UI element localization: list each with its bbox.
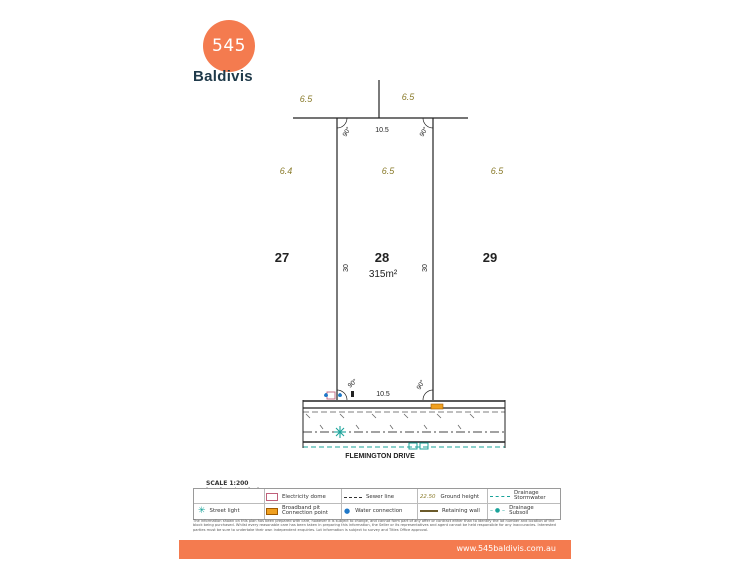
water-drop-icon: ●: [344, 507, 351, 515]
scale-title: SCALE 1:200: [206, 480, 249, 487]
legend-label: Drainage: [509, 504, 534, 511]
angle-label: 90°: [346, 377, 359, 390]
legend-divider: [417, 489, 418, 519]
ground-height-right: 6.5: [490, 166, 504, 176]
legend-label: Sewer line: [366, 494, 395, 500]
legend: [193, 488, 561, 520]
brand-badge-text: 545: [212, 36, 246, 56]
legend-label: Stormwater: [514, 495, 546, 501]
angle-label: 90°: [341, 125, 353, 138]
ground-height-center: 6.5: [381, 166, 395, 176]
legend-label: Street light: [209, 508, 240, 514]
ground-height-sample: 22.50: [420, 494, 436, 500]
frontage-bottom-dimension: 10.5: [376, 391, 390, 398]
retaining-wall-icon: [420, 510, 438, 512]
legend-label: Retaining wall: [442, 508, 480, 514]
disclaimer-text: The information shown on this plan has been prepared with care, however it is subject to change, and cannot form part of any offer or contract either than to identify the lot number and location of the block being purchased. Whilst every reasonable care has been taken in preparing this information, the Seller or its representatives and agent cannot be held responsible for any inaccuracies. Interested parties must be sure to undertake their own independent enquiries. Lot information is subject to survey and Titles Office approval.: [193, 519, 556, 532]
drainage-pit-icon: [420, 443, 428, 449]
teal-dashed-line-icon: [490, 496, 510, 497]
depth-left-dimension: 30: [343, 264, 350, 272]
website-link[interactable]: www.545baldivis.com.au: [456, 544, 556, 553]
legend-label: Subsoil: [509, 510, 529, 516]
legend-broadband: [266, 504, 328, 518]
legend-drainage-subsoil: [490, 504, 534, 518]
legend-electricity-dome: [266, 490, 326, 504]
angle-label: 90°: [415, 378, 427, 391]
legend-sewer-line: [344, 490, 394, 504]
lot-area: 315m²: [368, 269, 398, 280]
street-name: FLEMINGTON DRIVE: [345, 453, 415, 460]
street-light-icon: ✳: [198, 506, 206, 516]
footer-bar: [179, 540, 571, 559]
angle-label: 90°: [418, 125, 430, 138]
frontage-top-dimension: 10.5: [375, 127, 389, 134]
angle-arc: [423, 390, 433, 400]
legend-label: Water connection: [355, 508, 403, 514]
drainage-pit-icon: [409, 443, 417, 449]
adjacent-lot-left: 27: [274, 250, 290, 265]
legend-label: Drainage: [514, 489, 539, 496]
legend-label: Broadband pit: [282, 504, 321, 511]
legend-water-connection: [344, 504, 402, 518]
water-connection-icon: [338, 393, 342, 397]
dashed-line-icon: [344, 497, 362, 498]
legend-retaining-wall: [420, 504, 480, 518]
electricity-dome-icon: [327, 392, 335, 399]
electricity-dome-icon: [266, 493, 278, 501]
lot-number: 28: [374, 250, 390, 265]
ground-height-left: 6.4: [279, 166, 293, 176]
legend-ground-height: [420, 490, 479, 504]
ground-height-top-right: 6.5: [401, 92, 415, 102]
legend-divider: [264, 489, 265, 519]
legend-divider: [194, 503, 560, 504]
legend-divider: [487, 489, 488, 519]
adjacent-lot-right: 29: [482, 250, 498, 265]
depth-right-dimension: 30: [422, 264, 429, 272]
legend-street-light: [198, 504, 240, 518]
brand-name: Baldivis: [193, 68, 253, 85]
legend-label: Electricity dome: [282, 494, 326, 500]
legend-label: Connection point: [282, 510, 328, 516]
street-light-icon: [334, 426, 346, 438]
subsoil-drain-icon: – ● –: [490, 507, 506, 515]
broadband-pit-icon: [431, 404, 443, 409]
road-markings: [306, 414, 474, 429]
sewer-connection-icon: [351, 391, 354, 397]
ground-height-top-left: 6.5: [299, 94, 313, 104]
broadband-pit-icon: [266, 508, 278, 515]
legend-label: Ground height: [440, 494, 480, 500]
legend-divider: [341, 489, 342, 519]
legend-drainage-stormwater: [490, 489, 546, 503]
